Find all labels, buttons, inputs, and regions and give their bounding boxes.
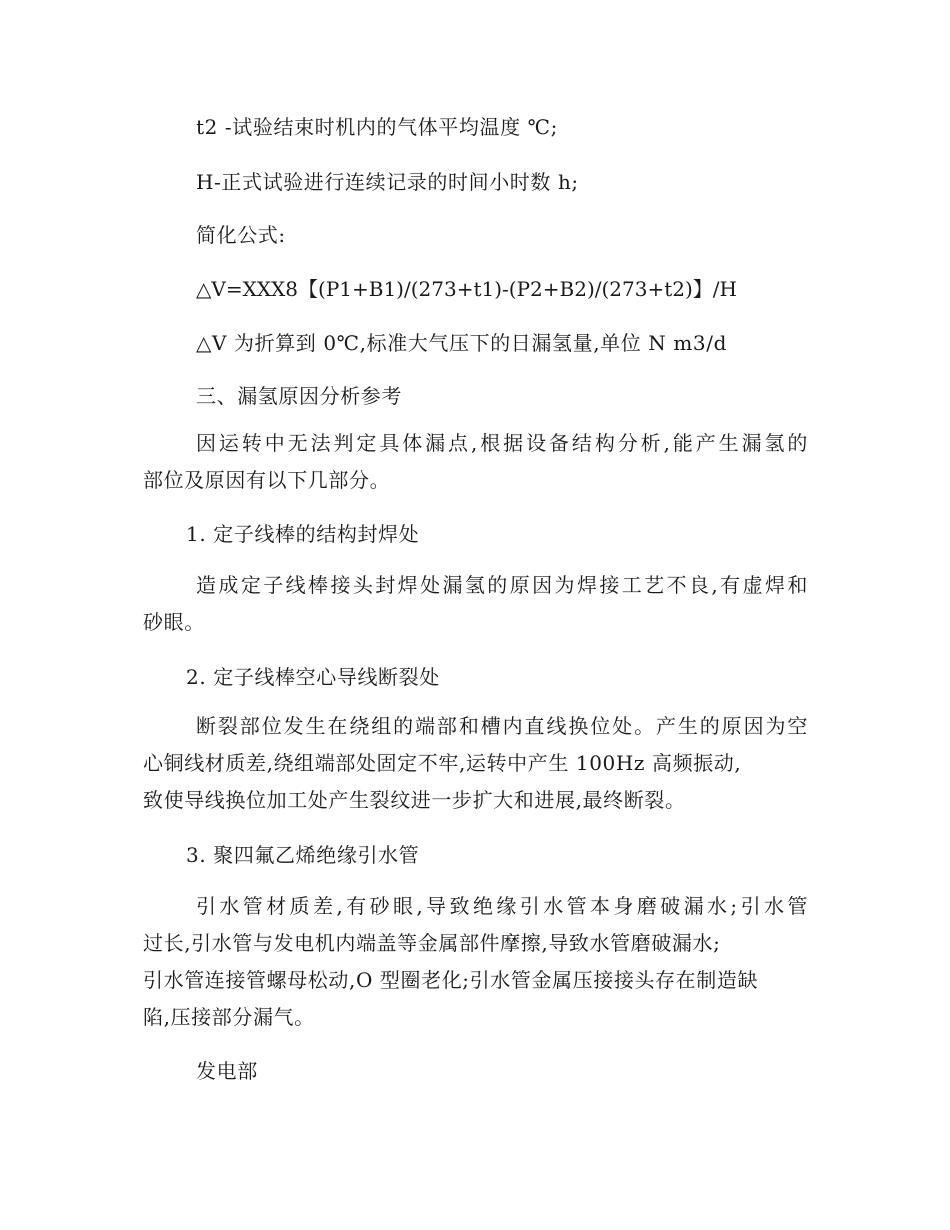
heading-item-1 — [186, 516, 851, 553]
text-line: 2. 定子线棒空心导线断裂处 — [186, 665, 440, 689]
paragraph-department — [196, 1053, 861, 1090]
paragraph-intro-analysis — [143, 425, 808, 499]
text-line: △V 为折算到 0℃,标准大气压下的日漏氢量,单位 N m3/d — [196, 331, 727, 355]
paragraph-item-1-body — [143, 567, 808, 641]
text-line: 简化公式: — [196, 223, 286, 247]
text-line: 致使导线换位加工处产生裂纹进一步扩大和进展,最终断裂。 — [143, 788, 686, 812]
text-line: 过长,引水管与发电机内端盖等金属部件摩擦,导致水管磨破漏水; — [143, 931, 721, 955]
text-line: H-正式试验进行连续记录的时间小时数 h; — [196, 170, 579, 194]
text-line: 引水管材质差,有砂眼,导致绝缘引水管本身磨破漏水;引水管 — [196, 894, 808, 918]
text-line: 发电部 — [196, 1059, 258, 1083]
text-line: 部位及原因有以下几部分。 — [143, 468, 391, 492]
text-line: 心铜线材质差,绕组端部处固定不牢,运转中产生 100Hz 高频振动, — [143, 751, 742, 775]
paragraph-formula — [196, 271, 816, 308]
paragraph-item-3-body — [143, 888, 808, 1036]
paragraph-item-2-body — [143, 708, 808, 819]
text-line: 砂眼。 — [143, 610, 205, 634]
text-line: 因运转中无法判定具体漏点,根据设备结构分析,能产生漏氢的 — [196, 431, 808, 455]
paragraph-h-definition — [196, 164, 861, 201]
paragraph-simplified-formula-label — [196, 217, 861, 254]
text-line: 三、漏氢原因分析参考 — [196, 384, 402, 408]
paragraph-t2-definition — [196, 109, 861, 146]
text-line: 断裂部位发生在绕组的端部和槽内直线换位处。产生的原因为空 — [196, 714, 808, 738]
text-line: 陷,压接部分漏气。 — [143, 1005, 315, 1029]
paragraph-delta-v-definition — [196, 325, 861, 362]
text-line: 3. 聚四氟乙烯绝缘引水管 — [186, 843, 420, 867]
text-line: 引水管连接管螺母松动,O 型圈老化;引水管金属压接接头存在制造缺 — [143, 968, 759, 992]
text-line: 1. 定子线棒的结构封焊处 — [186, 522, 420, 546]
text-line: t2 -试验结束时机内的气体平均温度 ℃; — [196, 115, 558, 139]
heading-item-2 — [186, 659, 851, 696]
heading-item-3 — [186, 837, 851, 874]
text-line: △V=XXX8【(P1+B1)/(273+t1)-(P2+B2)/(273+t2)】/H — [196, 277, 737, 301]
text-line: 造成定子线棒接头封焊处漏氢的原因为焊接工艺不良,有虚焊和 — [196, 573, 808, 597]
section-heading-leak-causes — [196, 378, 861, 415]
